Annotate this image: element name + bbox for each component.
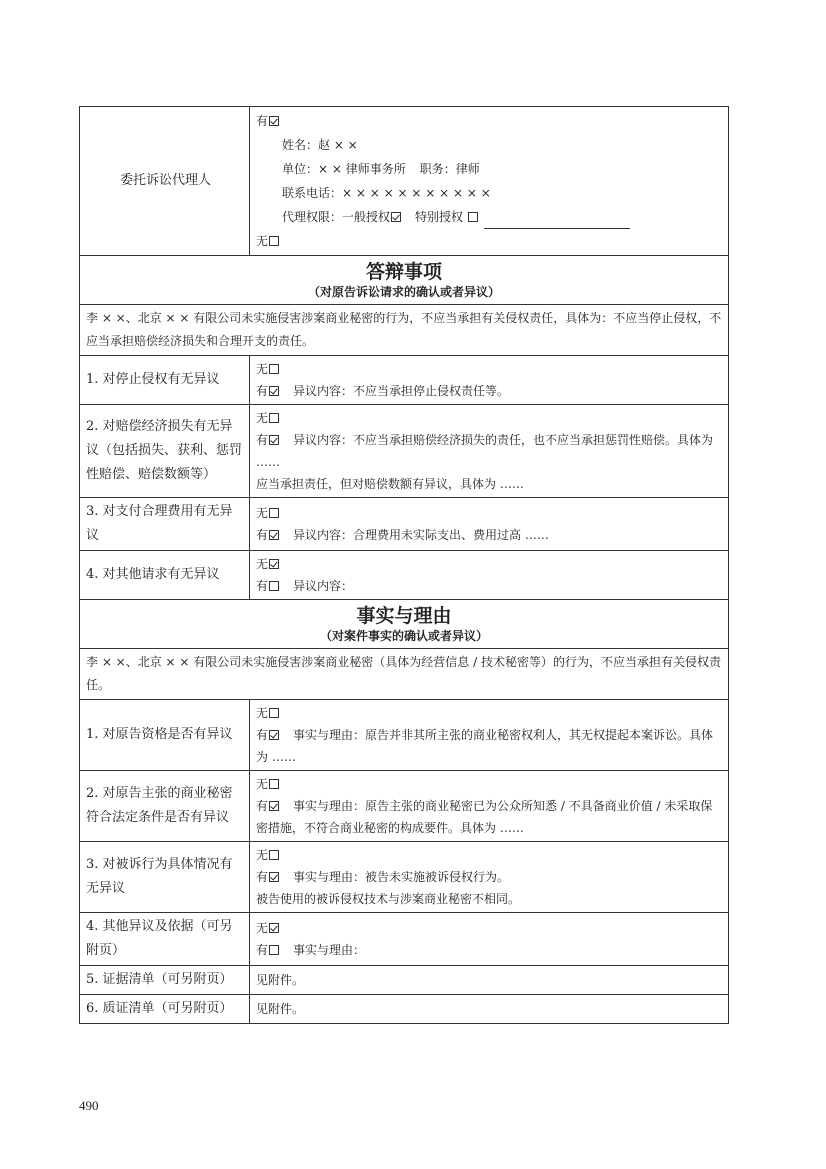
facts-item-label: 2. 对原告主张的商业秘密符合法定条件是否有异议: [80, 771, 250, 842]
facts-header-row: [80, 600, 729, 649]
agent-none-line: [256, 229, 722, 253]
agent-phone: 联系电话：× × × × × × × × × × ×: [282, 186, 491, 200]
facts-header: [80, 600, 729, 649]
option-none-text: 无: [256, 506, 269, 520]
has-checkbox[interactable]: [269, 872, 279, 882]
defense-title: 答辩事项: [365, 261, 442, 283]
facts-title: 事实与理由: [356, 605, 452, 627]
defense-item-row: [80, 551, 729, 600]
defense-header-row: [80, 256, 729, 305]
facts-content: 事实与理由：: [293, 943, 366, 957]
agent-authority-line: [256, 205, 722, 229]
option-has-text: 有: [256, 579, 269, 593]
facts-subtitle: （对案件事实的确认或者异议）: [319, 629, 488, 643]
has-checkbox[interactable]: [269, 730, 279, 740]
agent-name: 姓名：赵 × ×: [282, 138, 358, 152]
option-has-text: 有: [256, 433, 269, 447]
has-checkbox[interactable]: [269, 945, 279, 955]
defense-item-label: 1. 对停止侵权有无异议: [80, 356, 250, 405]
facts-statement-row: [80, 649, 729, 700]
evidence-label: 5. 证据清单（可另附页）: [80, 966, 250, 995]
defense-item-content: [250, 356, 729, 405]
defense-item-label: 3. 对支付合理费用有无异议: [80, 498, 250, 551]
defense-item-label: 4. 对其他请求有无异议: [80, 551, 250, 600]
agent-position: 职务：律师: [419, 162, 480, 176]
facts-item-content: [250, 700, 729, 771]
evidence-content: [250, 966, 729, 995]
none-checkbox[interactable]: [269, 364, 279, 374]
defense-item-row: [80, 356, 729, 405]
facts-item-row: [80, 913, 729, 966]
has-checkbox[interactable]: [269, 386, 279, 396]
defense-item-content: [250, 405, 729, 498]
defense-header: [80, 256, 729, 305]
option-has-text: 有: [256, 943, 269, 957]
objection-content: 异议内容：合理费用未实际支出、费用过高 ……: [293, 528, 549, 542]
none-checkbox[interactable]: [269, 559, 279, 569]
none-checkbox[interactable]: [269, 508, 279, 518]
evidence-value: 见附件。: [256, 973, 305, 987]
agent-has-text: 有: [256, 114, 269, 128]
none-checkbox[interactable]: [269, 850, 279, 860]
facts-extra: 被告使用的被诉侵权技术与涉案商业秘密不相同。: [256, 892, 521, 906]
facts-statement: 李 × ×、北京 × × 有限公司未实施侵害涉案商业秘密（具体为经营信息 / 技术秘密等）的行为，不应当承担有关侵权责任。: [80, 649, 729, 700]
agent-label: 委托诉讼代理人: [80, 107, 250, 256]
general-authority-checkbox[interactable]: [391, 212, 401, 222]
objection-extra: 应当承担责任，但对赔偿数额有异议，具体为 ……: [256, 477, 524, 491]
objection-content: 异议内容：不应当承担停止侵权责任等。: [293, 384, 510, 398]
option-has-text: 有: [256, 870, 269, 884]
agent-authority-general: 代理权限：一般授权: [282, 210, 391, 224]
option-none-text: 无: [256, 362, 269, 376]
none-checkbox[interactable]: [269, 923, 279, 933]
agent-unit: 单位：× × 律师事务所: [282, 162, 406, 176]
defense-item-row: [80, 405, 729, 498]
option-none-text: 无: [256, 557, 269, 571]
facts-content: 事实与理由：原告主张的商业秘密已为公众所知悉 / 不具备商业价值 / 未采取保密措施，不符合商业秘密的构成要件。具体为 ……: [256, 799, 713, 835]
defense-item-label: 2. 对赔偿经济损失有无异议（包括损失、获利、惩罚性赔偿、赔偿数额等）: [80, 405, 250, 498]
defense-form-table: [79, 106, 729, 1024]
defense-item-row: [80, 498, 729, 551]
evidence-row: [80, 966, 729, 995]
agent-none-checkbox[interactable]: [269, 236, 279, 246]
facts-item-label: 3. 对被诉行为具体情况有无异议: [80, 842, 250, 913]
facts-item-content: [250, 771, 729, 842]
option-none-text: 无: [256, 777, 269, 791]
facts-item-row: [80, 771, 729, 842]
agent-content: [250, 107, 729, 256]
facts-content: 事实与理由：被告未实施被诉侵权行为。: [293, 870, 510, 884]
cross-row: [80, 995, 729, 1024]
agent-has-checkbox[interactable]: [269, 116, 279, 126]
agent-authority-special: 特别授权: [415, 210, 464, 224]
facts-item-content: [250, 842, 729, 913]
option-has-text: 有: [256, 728, 269, 742]
facts-item-label: 4. 其他异议及依据（可另附页）: [80, 913, 250, 966]
option-has-text: 有: [256, 384, 269, 398]
page-number: 490: [79, 1098, 99, 1113]
facts-content: 事实与理由：原告并非其所主张的商业秘密权利人，其无权提起本案诉讼。具体为 ……: [256, 728, 714, 764]
facts-item-row: [80, 700, 729, 771]
has-checkbox[interactable]: [269, 530, 279, 540]
facts-item-label: 1. 对原告资格是否有异议: [80, 700, 250, 771]
none-checkbox[interactable]: [269, 779, 279, 789]
none-checkbox[interactable]: [269, 708, 279, 718]
facts-item-content: [250, 913, 729, 966]
has-checkbox[interactable]: [269, 581, 279, 591]
option-has-text: 有: [256, 528, 269, 542]
has-checkbox[interactable]: [269, 435, 279, 445]
objection-content: 异议内容：: [293, 579, 354, 593]
defense-item-content: [250, 498, 729, 551]
defense-statement-row: [80, 305, 729, 356]
option-none-text: 无: [256, 848, 269, 862]
agent-row: [80, 107, 729, 256]
option-has-text: 有: [256, 799, 269, 813]
defense-item-content: [250, 551, 729, 600]
facts-item-row: [80, 842, 729, 913]
option-none-text: 无: [256, 921, 269, 935]
agent-none-text: 无: [256, 234, 269, 248]
special-authority-blank: [484, 214, 630, 229]
has-checkbox[interactable]: [269, 801, 279, 811]
option-none-text: 无: [256, 706, 269, 720]
cross-value: 见附件。: [256, 1002, 305, 1016]
objection-content: 异议内容：不应当承担赔偿经济损失的责任，也不应当承担惩罚性赔偿。具体为 ……: [256, 433, 714, 469]
special-authority-checkbox[interactable]: [468, 212, 478, 222]
option-none-text: 无: [256, 411, 269, 425]
none-checkbox[interactable]: [269, 413, 279, 423]
agent-unit-line: [256, 157, 722, 181]
defense-statement: 李 × ×、北京 × × 有限公司未实施侵害涉案商业秘密的行为，不应当承担有关侵权责任，具体为：不应当停止侵权，不应当承担赔偿经济损失和合理开支的责任。: [80, 305, 729, 356]
cross-content: [250, 995, 729, 1024]
cross-label: 6. 质证清单（可另附页）: [80, 995, 250, 1024]
defense-subtitle: （对原告诉讼请求的确认或者异议）: [307, 285, 500, 299]
